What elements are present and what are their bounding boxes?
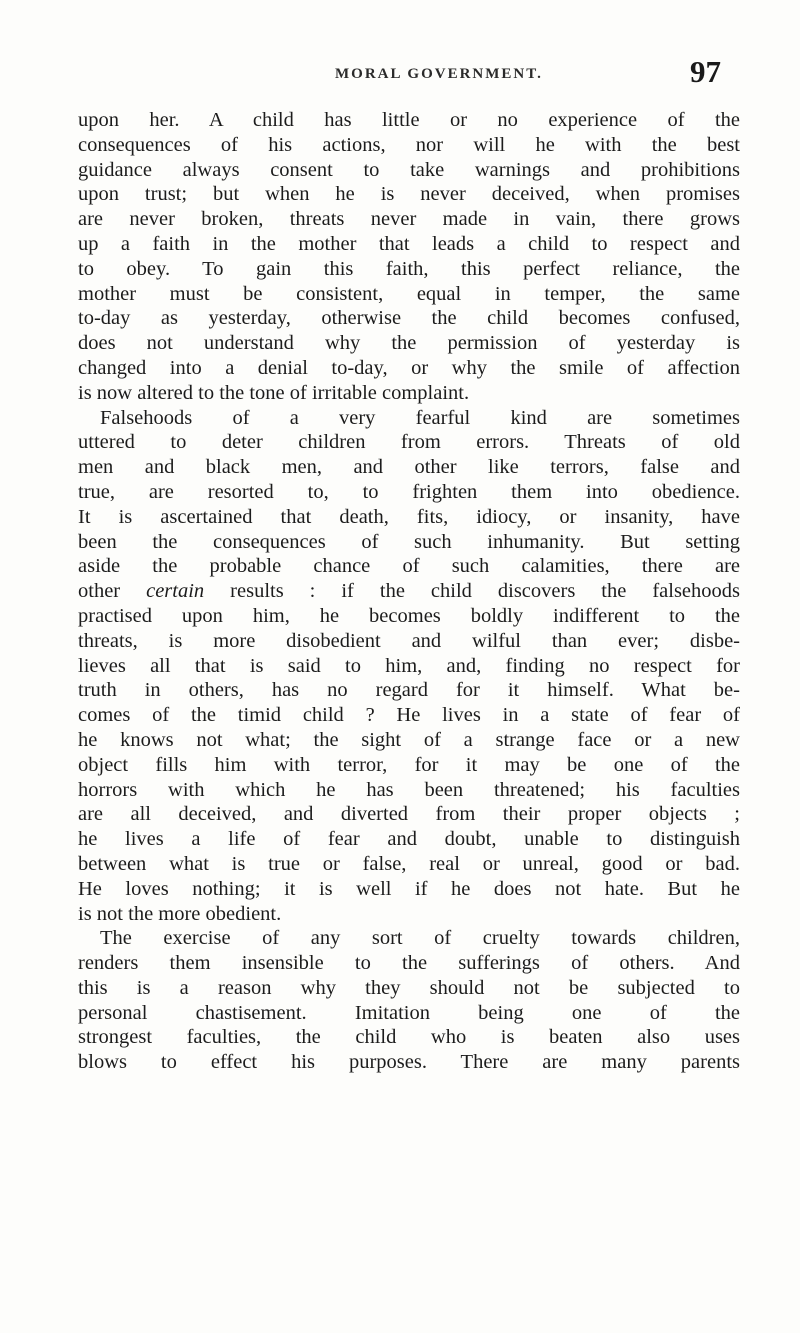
text-line: mother must be consistent, equal in temper, the same — [78, 282, 740, 305]
text-line: men and black men, and other like terrors, false and — [78, 456, 740, 479]
text-line: object fills him with terror, for it may be one of the — [78, 753, 740, 776]
text-line: consequences of his actions, nor will he with the best — [78, 133, 740, 156]
paragraph-start-line: The exercise of any sort of cruelty towards children, — [100, 927, 740, 950]
text-line: he lives a life of fear and doubt, unable to distinguish — [78, 828, 740, 851]
text-line: aside the probable chance of such calamities, there are — [78, 555, 740, 578]
text-line: are never broken, threats never made in vain, there grows — [78, 208, 740, 231]
text-line: up a faith in the mother that leads a child to respect and — [78, 232, 740, 255]
paragraph-end-line: is not the more obedient. — [78, 902, 282, 925]
text-line: true, are resorted to, to frighten them into obedience. — [78, 480, 740, 503]
text-line: horrors with which he has been threatened; his faculties — [78, 778, 740, 801]
text-line: to-day as yesterday, otherwise the child becomes confused, — [78, 307, 740, 330]
emphasis: certain — [146, 580, 205, 603]
text-line: personal chastisement. Imitation being one of the — [78, 1001, 740, 1024]
text-line: He loves nothing; it is well if he does not hate. But he — [78, 877, 740, 900]
text-line: to obey. To gain this faith, this perfect reliance, the — [78, 257, 740, 280]
paragraph-start-line: Falsehoods of a very fearful kind are sometimes — [100, 406, 740, 429]
text-line: comes of the timid child ? He lives in a state of fear of — [78, 704, 740, 727]
text-line: does not understand why the permission of yesterday is — [78, 332, 740, 355]
text-line: blows to effect his purposes. There are many parents — [78, 1051, 740, 1074]
text-line: It is ascertained that death, fits, idiocy, or insanity, have — [78, 505, 740, 528]
text-line: been the consequences of such inhumanity. But setting — [78, 530, 740, 553]
text-line: practised upon him, he becomes boldly indifferent to the — [78, 604, 740, 627]
text-line: upon trust; but when he is never deceived, when promises — [78, 183, 740, 206]
text-line-italic-certain: other certain results : if the child discovers the falsehoods — [78, 580, 740, 603]
text-line: strongest faculties, the child who is beaten also uses — [78, 1026, 740, 1049]
body-text — [78, 108, 740, 1075]
text-line: uttered to deter children from errors. Threats of old — [78, 431, 740, 454]
text-line: are all deceived, and diverted from their proper objects ; — [78, 803, 740, 826]
text-line: guidance always consent to take warnings and prohibitions — [78, 158, 740, 181]
running-head — [0, 54, 800, 98]
text-line: upon her. A child has little or no experience of the — [78, 109, 740, 131]
page-number: 97 — [690, 54, 721, 89]
text-line: truth in others, has no regard for it himself. What be- — [78, 679, 740, 702]
paragraph-end-line: is now altered to the tone of irritable complaint. — [78, 381, 470, 404]
text-line: threats, is more disobedient and wilful than ever; disbe- — [78, 629, 740, 652]
text-line: lieves all that is said to him, and, finding no respect for — [78, 654, 740, 677]
text-line: between what is true or false, real or unreal, good or bad. — [78, 852, 740, 875]
text-line: changed into a denial to-day, or why the smile of affection — [78, 356, 740, 379]
running-title: MORAL GOVERNMENT. — [335, 66, 543, 82]
text-line: this is a reason why they should not be subjected to — [78, 976, 740, 999]
text-line: he knows not what; the sight of a strange face or a new — [78, 728, 740, 751]
text-line: renders them insensible to the sufferings of others. And — [78, 952, 740, 975]
